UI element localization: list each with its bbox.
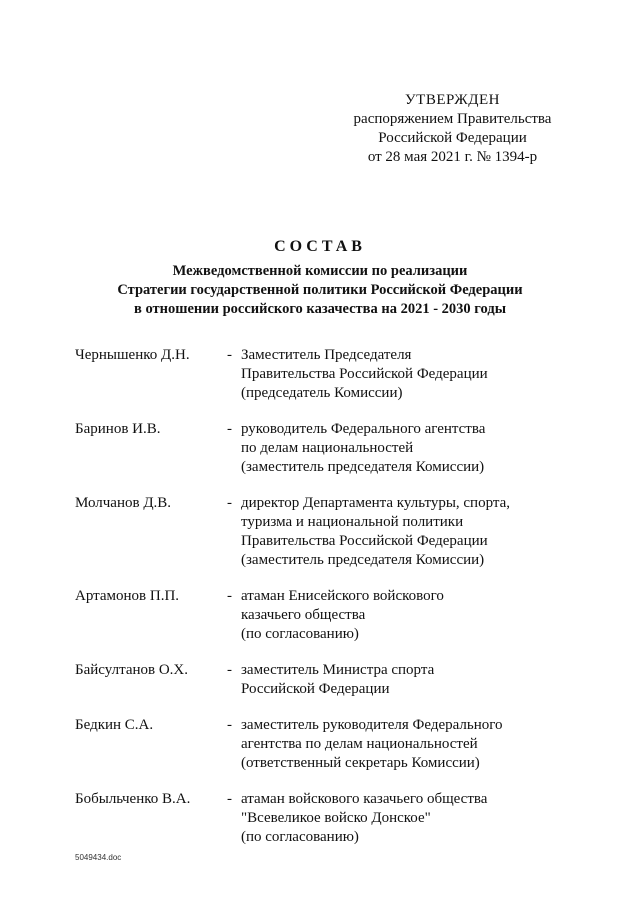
member-dash: - xyxy=(227,791,232,807)
member-row xyxy=(75,420,615,477)
member-name: Молчанов Д.В. xyxy=(75,495,172,511)
approval-line-2: Российской Федерации xyxy=(378,130,527,146)
position-line: "Всевеликое войско Донское" xyxy=(241,810,431,826)
subtitle-line: Межведомственной комиссии по реализации xyxy=(172,263,468,279)
member-dash: - xyxy=(227,717,232,733)
position-line: заместитель Министра спорта xyxy=(241,662,435,678)
position-line: (по согласованию) xyxy=(241,829,359,845)
member-dash: - xyxy=(227,347,232,363)
member-position xyxy=(241,716,615,773)
document-heading xyxy=(0,236,640,319)
position-line: заместитель руководителя Федерального xyxy=(241,717,503,733)
member-position xyxy=(241,790,615,847)
document-file-code: 5049434.doc xyxy=(75,853,122,862)
approval-line-1: распоряжением Правительства xyxy=(353,111,552,127)
member-row xyxy=(75,587,615,644)
member-row xyxy=(75,346,615,403)
member-dash: - xyxy=(227,662,232,678)
member-name: Бобыльченко В.А. xyxy=(75,791,191,807)
position-line: Правительства Российской Федерации xyxy=(241,533,488,549)
subtitle-line: в отношении российского казачества на 2021 - 2030 годы xyxy=(133,301,507,317)
member-dash: - xyxy=(227,495,232,511)
position-line: Правительства Российской Федерации xyxy=(241,366,488,382)
position-line: (председатель Комиссии) xyxy=(241,385,403,401)
position-line: Заместитель Председателя xyxy=(241,347,412,363)
position-line: директор Департамента культуры, спорта, xyxy=(241,495,511,511)
position-line: атаман Енисейского войскового xyxy=(241,588,444,604)
member-row xyxy=(75,790,615,847)
member-row xyxy=(75,661,615,699)
position-line: (заместитель председателя Комиссии) xyxy=(241,459,485,475)
position-line: по делам национальностей xyxy=(241,440,414,456)
member-name: Артамонов П.П. xyxy=(75,588,180,604)
member-position xyxy=(241,661,615,699)
member-dash: - xyxy=(227,588,232,604)
member-dash: - xyxy=(227,421,232,437)
member-row xyxy=(75,494,615,570)
position-line: атаман войскового казачьего общества xyxy=(241,791,488,807)
member-name: Бедкин С.А. xyxy=(75,717,154,733)
position-line: Российской Федерации xyxy=(241,681,390,697)
member-row xyxy=(75,716,615,773)
subtitle-line: Стратегии государственной политики Российской Федерации xyxy=(117,282,523,298)
member-position xyxy=(241,346,615,403)
member-name: Чернышенко Д.Н. xyxy=(75,347,190,363)
position-line: (по согласованию) xyxy=(241,626,359,642)
position-line: руководитель Федерального агентства xyxy=(241,421,486,437)
position-line: (заместитель председателя Комиссии) xyxy=(241,552,485,568)
position-line: агентства по делам национальностей xyxy=(241,736,478,752)
member-name: Баринов И.В. xyxy=(75,421,161,437)
member-position xyxy=(241,587,615,644)
position-line: казачьего общества xyxy=(241,607,366,623)
member-position xyxy=(241,420,615,477)
position-line: (ответственный секретарь Комиссии) xyxy=(241,755,480,771)
position-line: туризма и национальной политики xyxy=(241,514,464,530)
member-position xyxy=(241,494,615,570)
approved-label: УТВЕРЖДЕН xyxy=(405,92,500,108)
document-title: СОСТАВ xyxy=(274,238,366,255)
document-subtitle xyxy=(0,262,640,319)
members-list xyxy=(75,346,615,864)
member-name: Байсултанов О.Х. xyxy=(75,662,189,678)
approval-block xyxy=(345,91,560,167)
approval-line-3: от 28 мая 2021 г. № 1394-р xyxy=(367,149,538,165)
